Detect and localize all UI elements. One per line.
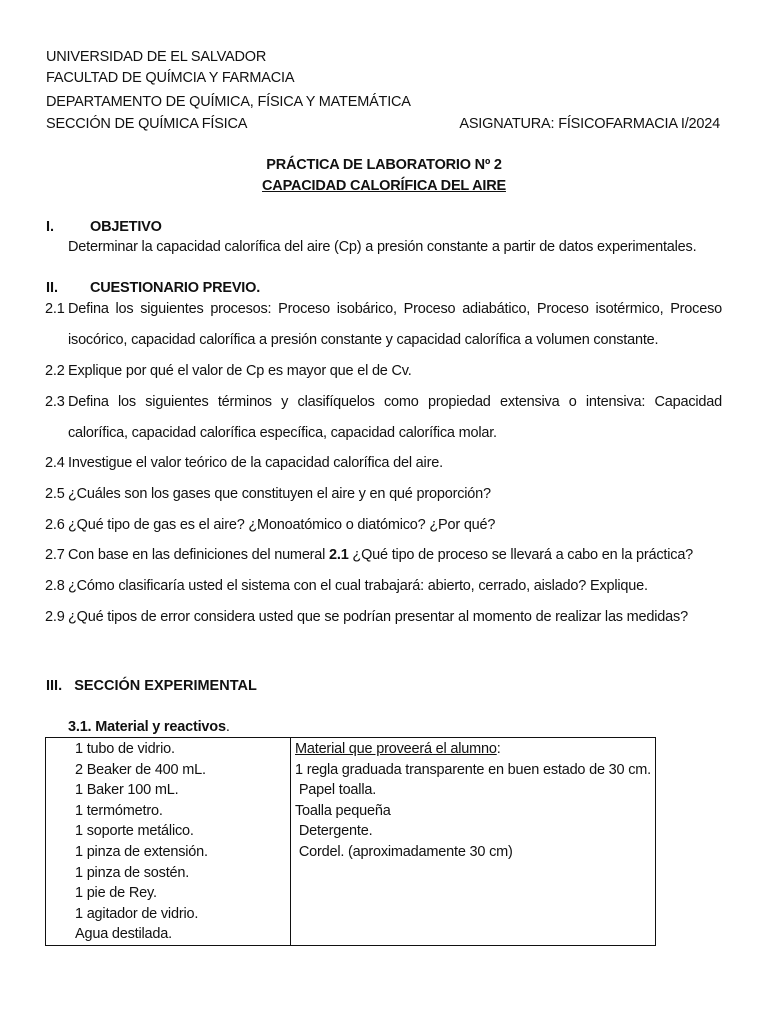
question-number: 2.7 <box>45 547 65 563</box>
student-materials-heading <box>295 739 651 760</box>
university-name: UNIVERSIDAD DE EL SALVADOR <box>46 49 267 65</box>
question-number: 2.9 <box>45 609 65 625</box>
question-text: Investigue el valor teórico de la capacidad calorífica del aire. <box>68 455 443 471</box>
question-text-continued: calorífica, capacidad calorífica específica, capacidad calorífica molar. <box>68 425 497 441</box>
table-row <box>46 738 656 946</box>
question-number: 2.8 <box>45 578 65 594</box>
question-number: 2.3 <box>45 394 65 410</box>
question-text: Defina los siguientes procesos: Proceso isobárico, Proceso adiabático, Proceso isotérmico, Proceso <box>68 301 722 317</box>
department-name: DEPARTAMENTO DE QUÍMICA, FÍSICA Y MATEMÁTICA <box>46 94 411 110</box>
question-text-continued: isocórico, capacidad calorífica a presión constante y capacidad calorífica a volumen constante. <box>68 332 659 348</box>
list-item: Detergente. <box>295 823 373 840</box>
list-item: 1 tubo de vidrio. <box>75 741 175 757</box>
list-item: 1 regla graduada transparente en buen estado de 30 cm. <box>295 761 651 778</box>
questionnaire-heading: CUESTIONARIO PREVIO. <box>90 280 261 296</box>
list-item: 1 agitador de vidrio. <box>75 905 199 922</box>
question-number: 2.1 <box>45 301 65 317</box>
list-item: Toalla pequeña <box>295 802 391 819</box>
materials-heading-dot: . <box>225 719 230 735</box>
student-materials-heading-colon: : <box>496 741 501 757</box>
question-text: ¿Cómo clasificaría usted el sistema con el cual trabajará: abierto, cerrado, aislado? Explique. <box>68 578 648 594</box>
question-text <box>68 546 722 564</box>
list-item: Papel toalla. <box>295 782 377 799</box>
practice-title: PRÁCTICA DE LABORATORIO Nº 2 <box>266 157 502 173</box>
list-item: 1 termómetro. <box>75 802 163 819</box>
materials-heading-text: 3.1. Material y reactivos <box>68 719 226 735</box>
question-reference: 2.1 <box>329 547 349 563</box>
objective-heading: OBJETIVO <box>90 219 162 235</box>
objective-number: I. <box>46 219 55 235</box>
question-number: 2.4 <box>45 455 65 471</box>
section-name: SECCIÓN DE QUÍMICA FÍSICA <box>46 116 248 132</box>
subject-name: ASIGNATURA: FÍSICOFARMACIA I/2024 <box>459 116 720 132</box>
question-text: Explique por qué el valor de Cp es mayor que el de Cv. <box>68 363 412 379</box>
student-materials-heading-text: Material que proveerá el alumno <box>295 741 497 757</box>
list-item: Agua destilada. <box>75 926 172 943</box>
topic-title: CAPACIDAD CALORÍFICA DEL AIRE <box>262 178 506 194</box>
list-item: 1 pinza de sostén. <box>75 864 190 881</box>
list-item: 1 soporte metálico. <box>75 823 194 840</box>
list-item: 2 Beaker de 400 mL. <box>75 761 206 778</box>
question-text: Defina los siguientes términos y clasifíquelos como propiedad extensiva o intensiva: Capacidad <box>68 394 722 410</box>
faculty-name: FACULTAD DE QUÍMCIA Y FARMACIA <box>46 70 295 86</box>
questionnaire-number: II. <box>46 280 59 296</box>
materials-table <box>45 737 656 946</box>
question-number: 2.2 <box>45 363 65 379</box>
question-number: 2.6 <box>45 517 65 533</box>
question-text-pre: Con base en las definiciones del numeral <box>68 547 330 563</box>
objective-text: Determinar la capacidad calorífica del aire (Cp) a presión constante a partir de datos experimentales. <box>68 239 697 255</box>
list-item: 1 pinza de extensión. <box>75 843 208 860</box>
materials-heading <box>68 718 230 736</box>
lab-materials-cell <box>46 738 291 946</box>
student-materials-cell <box>291 738 656 946</box>
question-text-post: ¿Qué tipo de proceso se llevará a cabo en la práctica? <box>348 547 694 563</box>
question-text: ¿Qué tipo de gas es el aire? ¿Monoatómico o diatómico? ¿Por qué? <box>68 517 496 533</box>
list-item: 1 pie de Rey. <box>75 885 157 902</box>
list-item: Cordel. (aproximadamente 30 cm) <box>295 843 513 860</box>
question-text: ¿Qué tipos de error considera usted que se podrían presentar al momento de realizar las medidas? <box>68 609 688 625</box>
list-item: 1 Baker 100 mL. <box>75 782 179 799</box>
experimental-heading: III. SECCIÓN EXPERIMENTAL <box>46 678 257 694</box>
question-text: ¿Cuáles son los gases que constituyen el aire y en qué proporción? <box>68 486 491 502</box>
question-number: 2.5 <box>45 486 65 502</box>
